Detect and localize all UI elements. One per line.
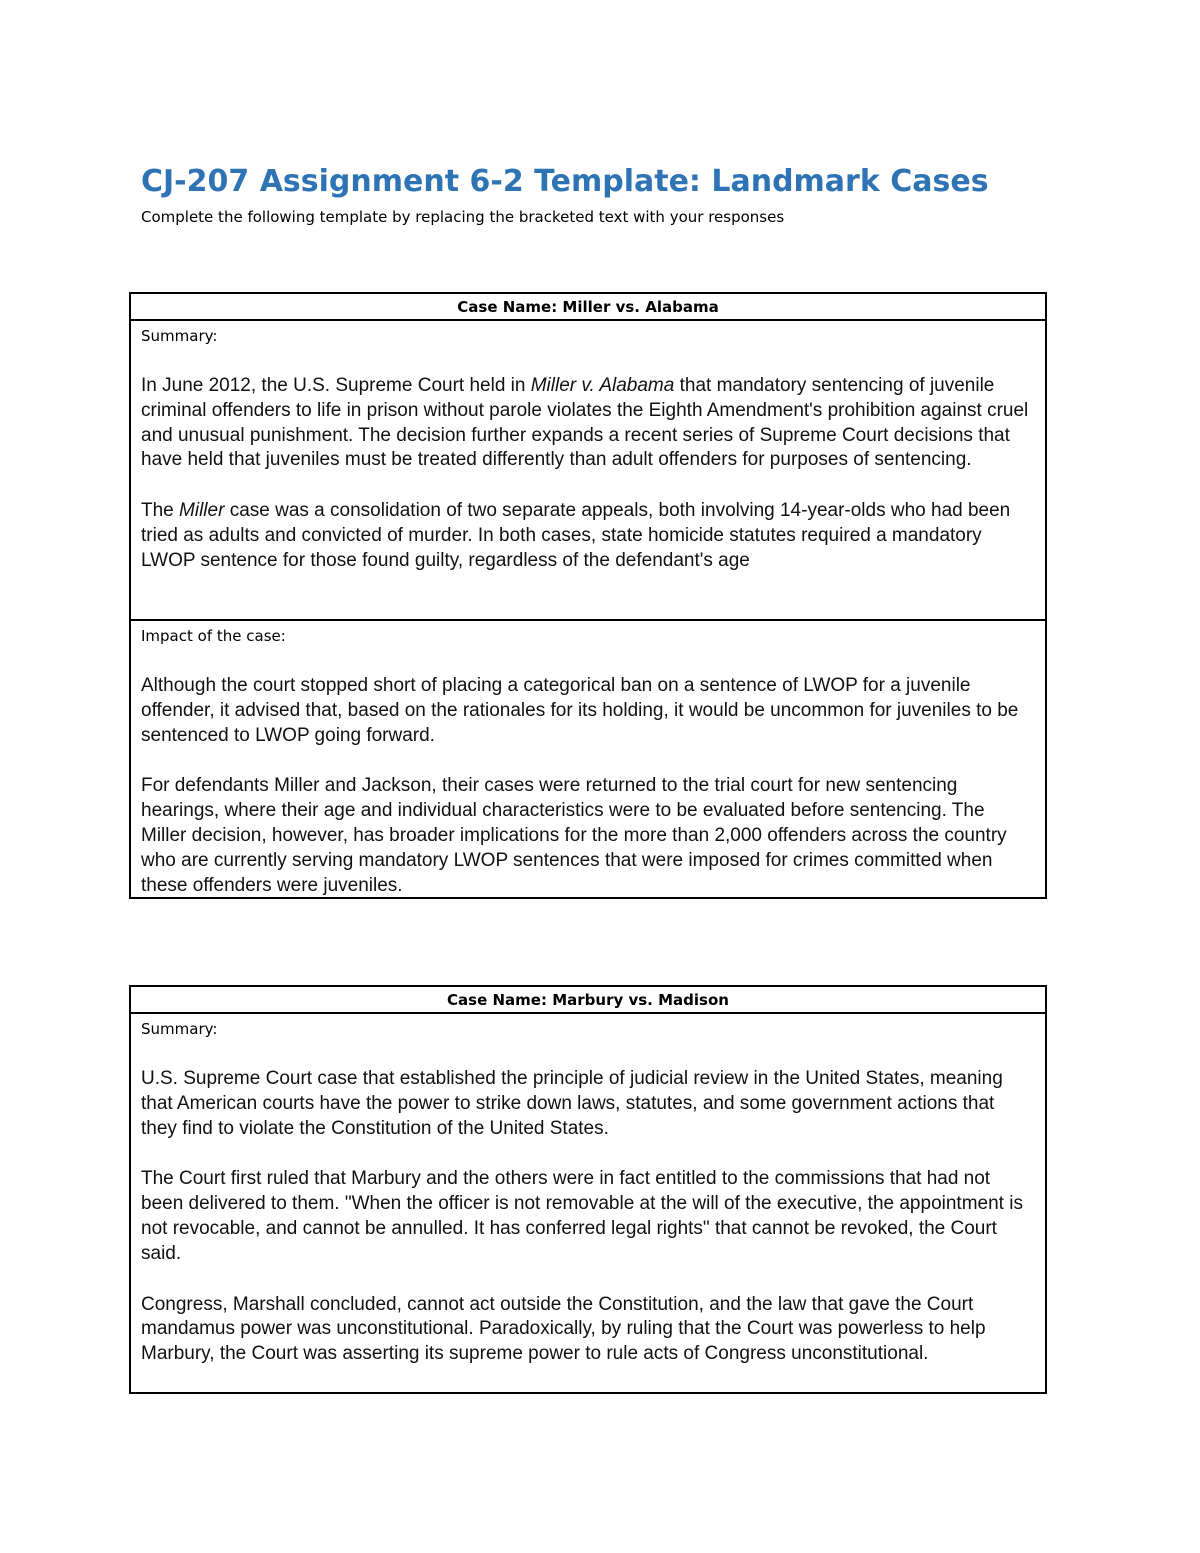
case-table-marbury <box>129 985 1047 1394</box>
case-summary-cell[interactable] <box>131 1014 1045 1392</box>
case-table-miller <box>129 292 1047 899</box>
summary-paragraph-2: The Miller case was a consolidation of two separate appeals, both involving 14-year-olds who had been tried as adults and convicted of murder. In both cases, state homicide statutes required a mandatory LWOP sentence for those found guilty, regardless of the defendant's age <box>141 500 1011 571</box>
summary-label: Summary: <box>141 327 218 345</box>
case-summary-cell[interactable] <box>131 321 1045 621</box>
impact-label: Impact of the case: <box>141 627 286 645</box>
summary-paragraph-2: The Court first ruled that Marbury and the others were in fact entitled to the commissions that had not been delivered to them. "When the officer is not removable at the will of the executive, the appointment is not revocable, and cannot be annulled. It has conferred legal rights" that cannot be revoked, the Court said. <box>141 1168 1023 1264</box>
document-title: CJ-207 Assignment 6-2 Template: Landmark Cases <box>141 164 989 199</box>
summary-paragraph-1: In June 2012, the U.S. Supreme Court held in Miller v. Alabama that mandatory sentencing of juvenile criminal offenders to life in prison without parole violates the Eighth Amendment's prohibition against cruel and unusual punishment. The decision further expands a recent series of Supreme Court decisions that have held that juveniles must be treated differently than adult offenders for purposes of sentencing. <box>141 375 1029 471</box>
case-heading: Case Name: Miller vs. Alabama <box>131 294 1045 321</box>
impact-paragraph-2: For defendants Miller and Jackson, their cases were returned to the trial court for new sentencing hearings, where their age and individual characteristics were to be evaluated before sentencing. The Miller decision, however, has broader implications for the more than 2,000 offenders across the country who are currently serving mandatory LWOP sentences that were imposed for crimes committed when these offenders were juveniles. <box>141 775 1007 896</box>
case-impact-cell[interactable] <box>131 621 1045 897</box>
summary-paragraph-3: Congress, Marshall concluded, cannot act outside the Constitution, and the law that gave the Court mandamus power was unconstitutional. Paradoxically, by ruling that the Court was powerless to help Marbury, the Court was asserting its supreme power to rule acts of Congress unconstitutional. <box>141 1293 986 1365</box>
summary-label: Summary: <box>141 1020 218 1038</box>
summary-paragraph-1: U.S. Supreme Court case that established the principle of judicial review in the United States, meaning that American courts have the power to strike down laws, statutes, and some government actions that they find to violate the Constitution of the United States. <box>141 1068 1003 1139</box>
document-instructions: Complete the following template by replacing the bracketed text with your responses <box>141 208 785 226</box>
impact-paragraph-1: Although the court stopped short of placing a categorical ban on a sentence of LWOP for a juvenile offender, it advised that, based on the rationales for its holding, it would be uncommon for juveniles to be sentenced to LWOP going forward. <box>141 675 1019 746</box>
case-heading: Case Name: Marbury vs. Madison <box>131 987 1045 1014</box>
